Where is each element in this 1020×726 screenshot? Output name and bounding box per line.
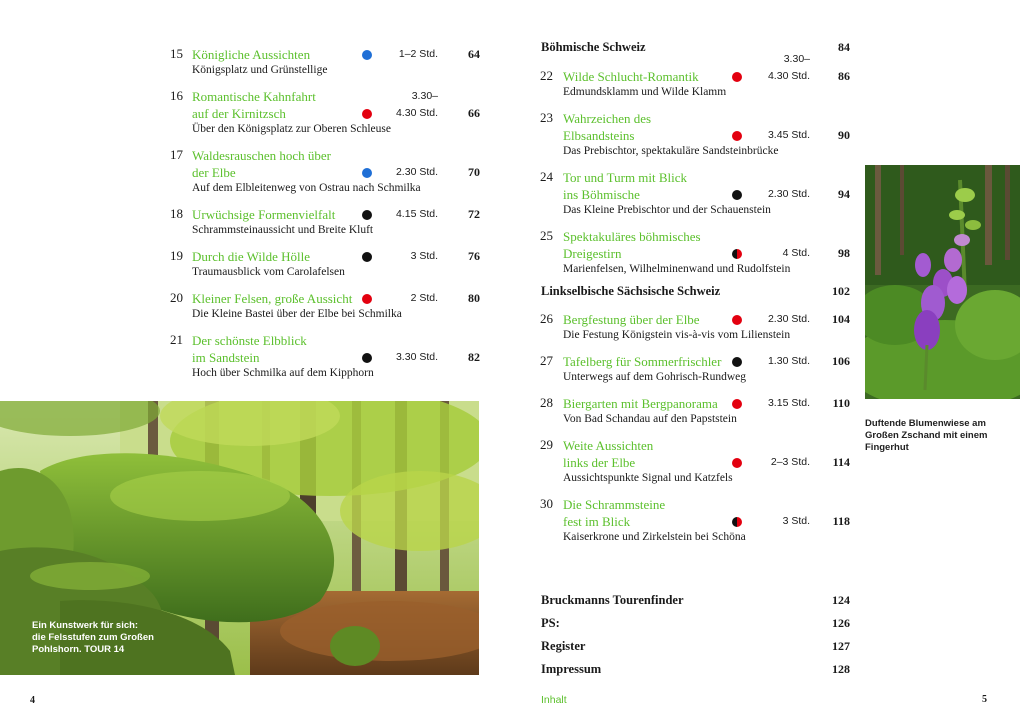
tour-subtitle: Traumausblick vom Carolafelsen: [192, 266, 345, 278]
difficulty-dot-red-icon: [732, 72, 742, 82]
difficulty-dot-red-icon: [362, 109, 372, 119]
tour-page-number[interactable]: 82: [468, 350, 480, 364]
tour-number: 20: [170, 290, 183, 305]
tour-page-number[interactable]: 70: [468, 165, 480, 179]
section-page-linkselbisch: 102: [832, 284, 850, 298]
tour-page-number[interactable]: 66: [468, 106, 480, 120]
tour-number: 21: [170, 332, 183, 347]
tour-page-number[interactable]: 86: [838, 69, 850, 83]
tour-duration: 2.30 Std.: [767, 313, 810, 325]
tour-number: 17: [170, 147, 183, 162]
tour-page-number[interactable]: 118: [832, 514, 850, 528]
tour-duration: 4.15 Std.: [395, 208, 438, 220]
tour-title-link[interactable]: der Elbe: [192, 165, 236, 180]
tour-number: 28: [540, 395, 553, 410]
tour-duration: 4 Std.: [782, 247, 810, 259]
tour-duration: 1–2 Std.: [398, 48, 438, 60]
tour-title-link[interactable]: Romantische Kahnfahrt: [192, 89, 316, 104]
difficulty-dot-red-icon: [732, 315, 742, 325]
tour-title-link[interactable]: Kleiner Felsen, große Aussicht: [192, 291, 353, 306]
tour-title-link[interactable]: Weite Aussichten: [563, 438, 654, 453]
back-matter-title[interactable]: PS:: [541, 616, 560, 630]
difficulty-dot-black-icon: [732, 357, 742, 367]
tour-title-link[interactable]: Waldesrauschen hoch über: [192, 148, 332, 163]
tour-number: 16: [170, 88, 183, 103]
tour-duration: 2.30 Std.: [395, 166, 438, 178]
tour-subtitle: Hoch über Schmilka auf dem Kipphorn: [192, 367, 374, 379]
tour-title-link[interactable]: Spektakuläres böhmisches: [563, 229, 701, 244]
tour-subtitle: Edmundsklamm und Wilde Klamm: [563, 86, 727, 98]
rock-photo-caption: [32, 620, 154, 656]
back-matter-page[interactable]: 126: [832, 616, 850, 630]
tour-subtitle: Königsplatz und Grünstellige: [192, 64, 328, 76]
left-page-number: 4: [30, 695, 35, 706]
tour-duration: 2 Std.: [410, 292, 438, 304]
tour-title-link[interactable]: im Sandstein: [192, 350, 260, 365]
tour-title-link[interactable]: Dreigestirn: [563, 246, 622, 261]
right-page-number: 5: [982, 694, 987, 705]
tour-page-number[interactable]: 72: [468, 207, 480, 221]
tour-title-link[interactable]: Bergfestung über der Elbe: [563, 312, 700, 327]
tour-page-number[interactable]: 98: [838, 246, 850, 260]
tour-page-number[interactable]: 114: [832, 455, 850, 469]
tour-duration: 3.45 Std.: [767, 129, 810, 141]
tour-number: 29: [540, 437, 553, 452]
footer-section-label: Inhalt: [541, 694, 567, 706]
tour-title-link[interactable]: links der Elbe: [563, 455, 636, 470]
tour-title-link[interactable]: Die Schrammsteine: [563, 497, 666, 512]
tour-page-number[interactable]: 104: [832, 312, 850, 326]
tour-duration: 1.30 Std.: [767, 355, 810, 367]
back-matter-title[interactable]: Bruckmanns Tourenfinder: [541, 593, 684, 607]
tour-subtitle: Auf dem Elbleitenweg von Ostrau nach Schmilka: [192, 182, 421, 194]
foxglove-illustration: [865, 165, 1020, 399]
section-page-boehmische: 84: [838, 40, 850, 54]
rock-caption-line: die Felsstufen zum Großen: [32, 632, 154, 643]
difficulty-dot-red-icon: [732, 399, 742, 409]
tour-subtitle: Aussichtspunkte Signal und Katzfels: [563, 472, 733, 484]
difficulty-dot-black-icon: [362, 353, 372, 363]
rock-caption-line: Ein Kunstwerk für sich:: [32, 620, 139, 631]
difficulty-dot-mixed-icon: [732, 249, 742, 259]
difficulty-dot-blue-icon: [362, 50, 372, 60]
difficulty-dot-red-icon: [362, 294, 372, 304]
difficulty-dot-red-icon: [732, 458, 742, 468]
tour-title-link[interactable]: Urwüchsige Formenvielfalt: [192, 207, 336, 222]
flower-caption-line: Fingerhut: [865, 442, 909, 453]
difficulty-dot-black-icon: [362, 252, 372, 262]
difficulty-dot-black-icon: [732, 190, 742, 200]
tour-number: 30: [540, 496, 553, 511]
tour-title-link[interactable]: ins Böhmische: [563, 187, 640, 202]
tour-page-number[interactable]: 76: [468, 249, 480, 263]
flower-caption-line: Großen Zschand mit einem: [865, 430, 988, 441]
tour-page-number[interactable]: 64: [468, 47, 480, 61]
tour-subtitle: Schrammsteinaussicht und Breite Kluft: [192, 224, 374, 236]
tour-number: 24: [540, 169, 553, 184]
tour-duration: 3.30 Std.: [395, 351, 438, 363]
tour-duration: 2–3 Std.: [770, 456, 810, 468]
tour-duration: 3 Std.: [782, 515, 810, 527]
tour-title-link[interactable]: fest im Blick: [563, 514, 631, 529]
tour-duration: 3.30–: [411, 90, 438, 102]
section-title-linkselbisch: Linkselbische Sächsische Schweiz: [541, 284, 721, 298]
tour-page-number[interactable]: 110: [832, 396, 850, 410]
tour-number: 26: [540, 311, 553, 326]
back-matter-title[interactable]: Register: [541, 639, 586, 653]
section-title-boehmische: Böhmische Schweiz: [541, 40, 646, 54]
tour-duration: 3.30–: [783, 53, 810, 65]
tour-duration: 3 Std.: [410, 250, 438, 262]
tour-title-link[interactable]: Wahrzeichen des: [563, 111, 652, 126]
tour-title-link[interactable]: Tafelberg für Sommerfrischler: [563, 354, 722, 369]
tour-title-link[interactable]: Durch die Wilde Hölle: [192, 249, 311, 264]
tour-title-link[interactable]: Königliche Aussichten: [192, 47, 311, 62]
tour-title-link[interactable]: Tor und Turm mit Blick: [563, 170, 688, 185]
tour-title-link[interactable]: Biergarten mit Bergpanorama: [563, 396, 718, 411]
tour-subtitle: Von Bad Schandau auf den Papststein: [563, 413, 737, 425]
tour-duration: 2.30 Std.: [767, 188, 810, 200]
tour-number: 18: [170, 206, 183, 221]
flower-photo-caption: [865, 418, 987, 454]
tour-subtitle: Über den Königsplatz zur Oberen Schleuse: [192, 123, 391, 135]
tour-title-link[interactable]: Elbsandsteins: [563, 128, 635, 143]
difficulty-dot-black-icon: [362, 210, 372, 220]
tour-number: 23: [540, 110, 553, 125]
tour-subtitle: Das Prebischtor, spektakuläre Sandsteinbrücke: [563, 145, 779, 157]
foxglove-photo: [865, 165, 1020, 399]
tour-subtitle: Das Kleine Prebischtor und der Schauenstein: [563, 204, 771, 216]
tour-page-number[interactable]: 106: [832, 354, 850, 368]
tour-duration: 3.15 Std.: [767, 397, 810, 409]
tour-title-link[interactable]: Wilde Schlucht-Romantik: [563, 69, 699, 84]
tour-title-link[interactable]: Der schönste Elbblick: [192, 333, 307, 348]
tour-number: 27: [540, 353, 553, 368]
tour-page-number[interactable]: 80: [468, 291, 480, 305]
tour-subtitle: Kaiserkrone und Zirkelstein bei Schöna: [563, 531, 746, 543]
flower-caption-line: Duftende Blumenwiese am: [865, 418, 986, 429]
difficulty-dot-mixed-icon: [732, 517, 742, 527]
tour-subtitle: Unterwegs auf dem Gohrisch-Rundweg: [563, 371, 746, 383]
tour-duration: 4.30 Std.: [395, 107, 438, 119]
difficulty-dot-red-icon: [732, 131, 742, 141]
tour-title-link[interactable]: auf der Kirnitzsch: [192, 106, 286, 121]
back-matter-page[interactable]: 128: [832, 662, 850, 676]
tour-number: 25: [540, 228, 553, 243]
difficulty-dot-blue-icon: [362, 168, 372, 178]
tour-duration: 4.30 Std.: [767, 70, 810, 82]
rock-caption-line: Pohlshorn. TOUR 14: [32, 644, 125, 655]
back-matter-title[interactable]: Impressum: [541, 662, 602, 676]
tour-subtitle: Die Festung Königstein vis-à-vis vom Lilienstein: [563, 329, 791, 341]
tour-number: 19: [170, 248, 183, 263]
tour-subtitle: Die Kleine Bastei über der Elbe bei Schmilka: [192, 308, 402, 320]
back-matter-page[interactable]: 124: [832, 593, 850, 607]
tour-number: 15: [170, 46, 183, 61]
tour-subtitle: Marienfelsen, Wilhelminenwand und Rudolfstein: [563, 263, 791, 275]
back-matter-page[interactable]: 127: [832, 639, 850, 653]
tour-page-number[interactable]: 94: [838, 187, 850, 201]
tour-page-number[interactable]: 90: [838, 128, 850, 142]
tour-number: 22: [540, 68, 553, 83]
